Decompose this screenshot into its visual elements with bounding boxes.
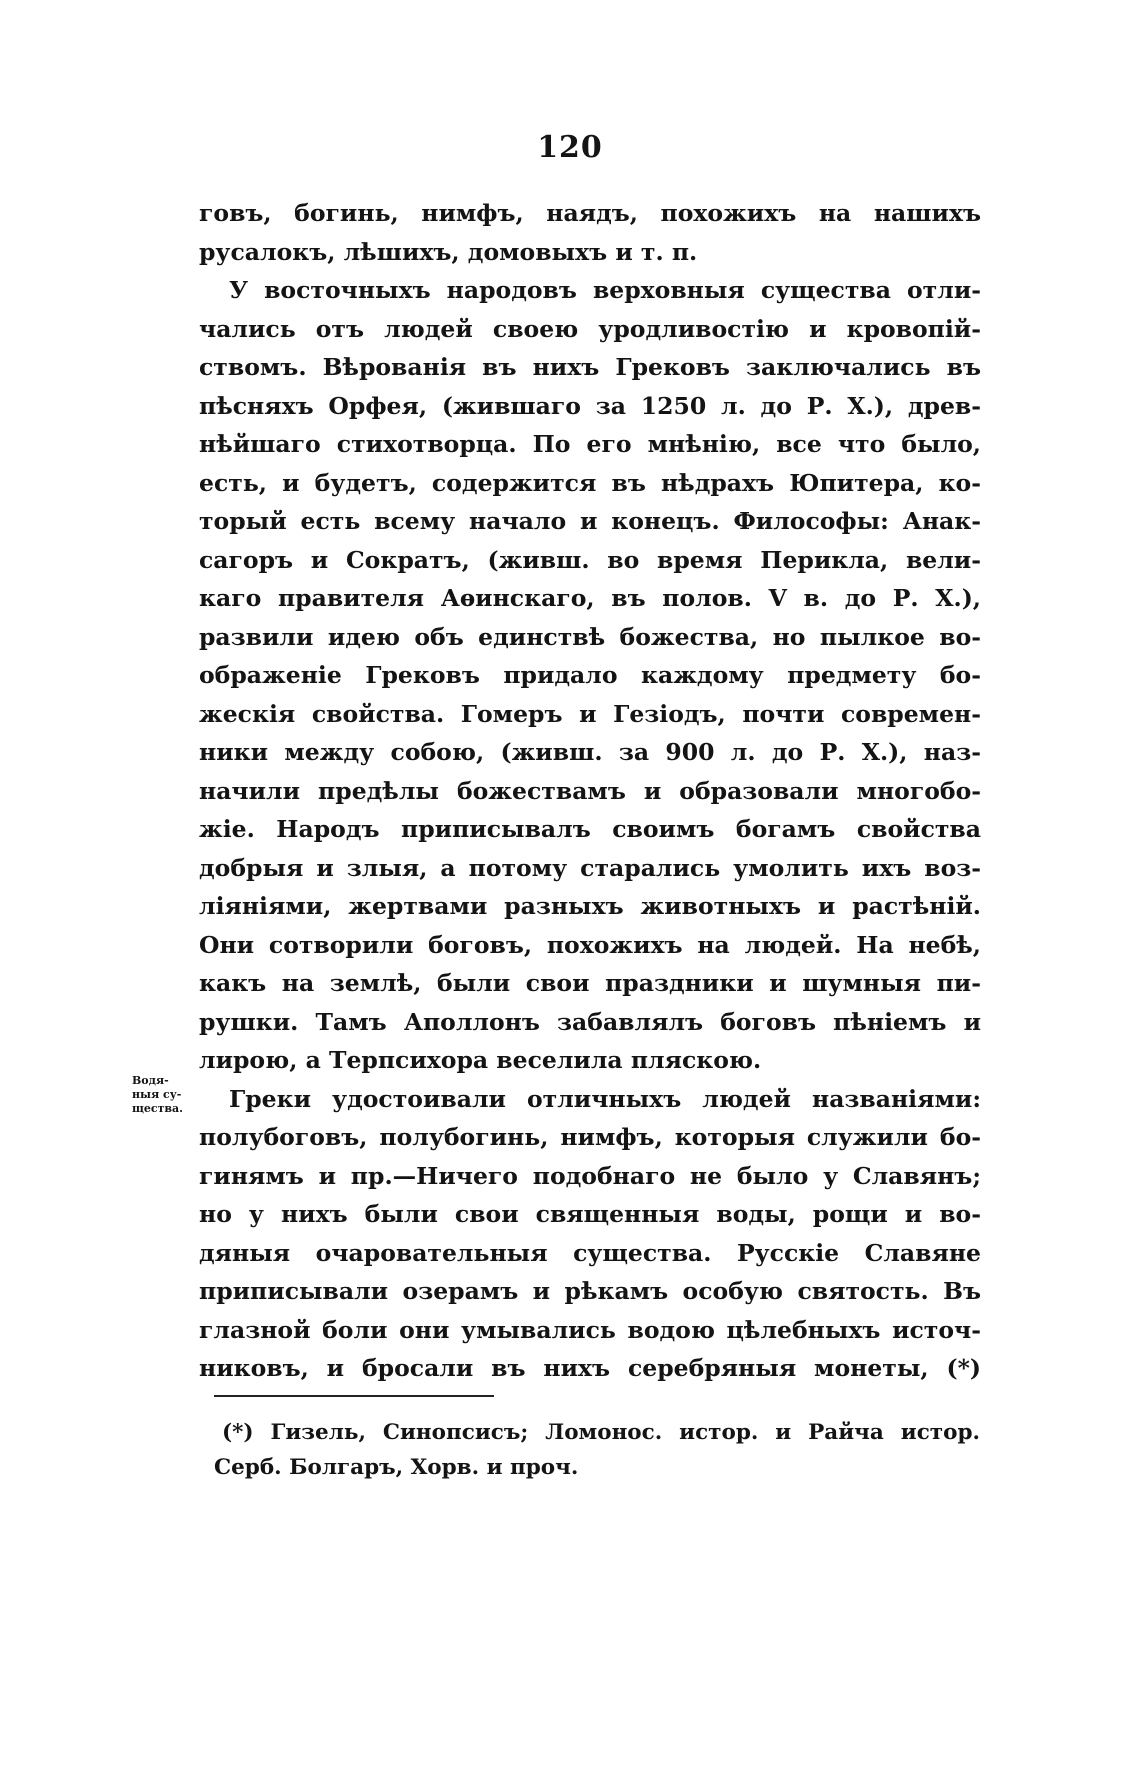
margin-note bbox=[132, 1074, 202, 1116]
text-line: Греки удостоивали отличныхъ людей названіями: bbox=[229, 1084, 981, 1113]
text-line: развили идею объ единствѣ божества, но пылкое во- bbox=[199, 622, 981, 651]
footnote-line: (*) Гизель, Синопсисъ; Ломонос. истор. и Райча истор. bbox=[222, 1420, 980, 1445]
text-line: чались отъ людей своею уродливостію и кровопій- bbox=[199, 314, 981, 343]
text-line: какъ на землѣ, были свои праздники и шумныя пи- bbox=[199, 969, 981, 997]
text-line: дяныя очаровательныя существа. Русскіе Славяне bbox=[199, 1238, 981, 1267]
text-line: Они сотворили боговъ, похожихъ на людей. На небѣ, bbox=[199, 930, 981, 959]
text-line: каго правителя Аѳинскаго, въ полов. V в. до Р. Х.), bbox=[199, 584, 981, 612]
text-line: гинямъ и пр.—Ничего подобнаго не было у Славянъ; bbox=[199, 1161, 981, 1190]
text-line: сагоръ и Сократъ, (живш. во время Перикла, вели- bbox=[199, 545, 981, 574]
text-line: У восточныхъ народовъ верховныя существа отли- bbox=[229, 276, 981, 304]
text-line: русалокъ, лѣшихъ, домовыхъ и т. п. bbox=[199, 237, 698, 266]
text-line: лирою, а Терпсихора веселила пляскою. bbox=[199, 1046, 762, 1074]
footnote-divider bbox=[214, 1395, 494, 1397]
page-number: 120 bbox=[537, 130, 603, 165]
text-line: начили предѣлы божествамъ и образовали многобо- bbox=[199, 776, 981, 805]
text-line: полубоговъ, полубогинь, нимфъ, которыя служили бо- bbox=[199, 1123, 981, 1151]
body-text bbox=[199, 194, 981, 1388]
text-line: говъ, богинь, нимфъ, наядъ, похожихъ на нашихъ bbox=[199, 199, 981, 227]
text-line: но у нихъ были свои священныя воды, рощи и во- bbox=[199, 1200, 981, 1228]
text-line: жескія свойства. Гомеръ и Гезіодъ, почти современ- bbox=[199, 699, 981, 728]
text-line: торый есть всему начало и конецъ. Философы: Анак- bbox=[199, 507, 981, 535]
footnote-line: Серб. Болгаръ, Хорв. и проч. bbox=[214, 1455, 579, 1480]
text-line: добрыя и злыя, а потому старались умолить ихъ воз- bbox=[199, 853, 981, 882]
text-line: есть, и будетъ, содержится въ нѣдрахъ Юпитера, ко- bbox=[199, 468, 981, 497]
margin-note-line: Водя- bbox=[132, 1074, 169, 1087]
text-line: приписывали озерамъ и рѣкамъ особую святость. Въ bbox=[199, 1277, 981, 1305]
text-line: глазной боли они умывались водою цѣлебныхъ источ- bbox=[199, 1315, 981, 1344]
text-line: пѣсняхъ Орфея, (жившаго за 1250 л. до Р. Х.), древ- bbox=[199, 391, 981, 420]
text-line: ники между собою, (живш. за 900 л. до Р. Х.), наз- bbox=[199, 738, 981, 766]
margin-note-line: ныя су- bbox=[132, 1088, 182, 1101]
text-line: ствомъ. Вѣрованія въ нихъ Грековъ заключались въ bbox=[199, 353, 981, 381]
text-line: никовъ, и бросали въ нихъ серебряныя монеты, (*) bbox=[199, 1354, 981, 1382]
text-line: ліяніями, жертвами разныхъ животныхъ и растѣній. bbox=[199, 892, 981, 920]
text-line: рушки. Тамъ Аполлонъ забавлялъ боговъ пѣніемъ и bbox=[199, 1007, 981, 1036]
text-line: жіе. Народъ приписывалъ своимъ богамъ свойства bbox=[199, 815, 981, 843]
margin-note-line: щества. bbox=[132, 1102, 184, 1115]
footnote bbox=[214, 1415, 980, 1485]
text-line: нѣйшаго стихотворца. По его мнѣнію, все что было, bbox=[199, 430, 981, 458]
text-line: ображеніе Грековъ придало каждому предмету бо- bbox=[199, 661, 981, 689]
